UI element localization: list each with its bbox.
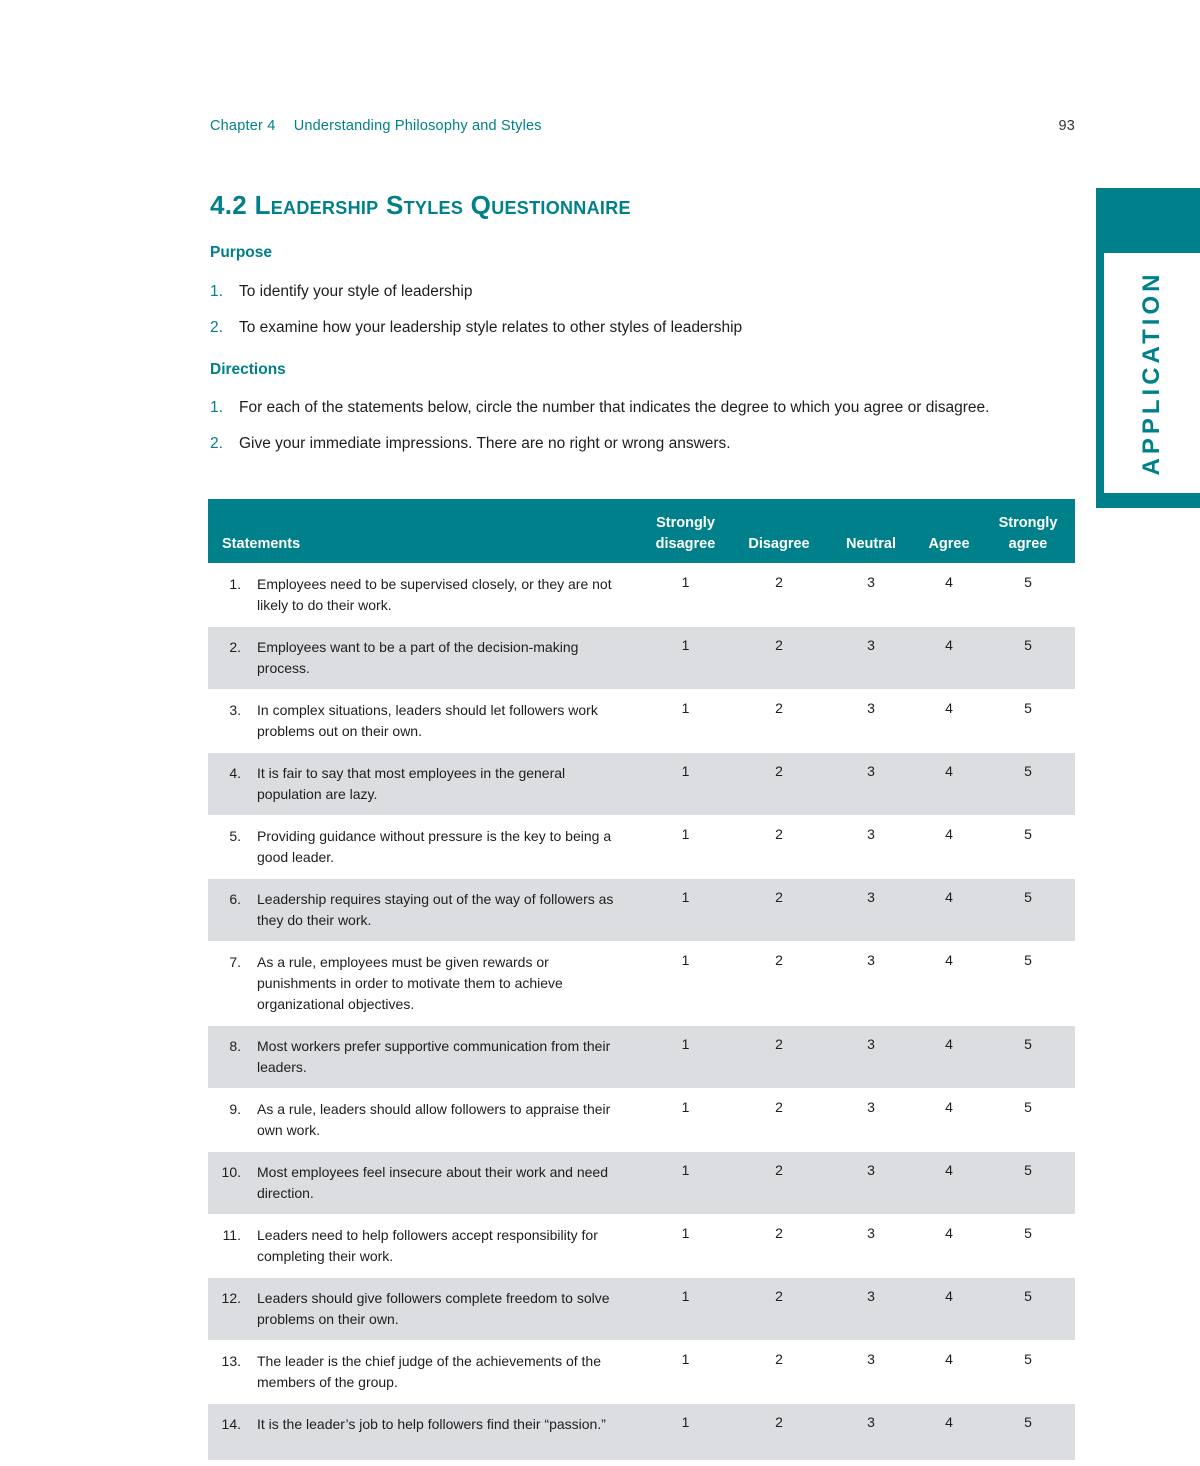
header-statements: Statements	[208, 499, 638, 564]
statement-text: Leadership requires staying out of the way of followers as they do their work.	[257, 891, 614, 928]
statement-number: 9.	[229, 1101, 241, 1117]
scale-option[interactable]: 2	[733, 1089, 825, 1152]
scale-option[interactable]: 4	[917, 879, 981, 942]
scale-option[interactable]: 2	[733, 879, 825, 942]
statement-text: In complex situations, leaders should let followers work problems out on their own.	[257, 702, 598, 739]
header-line: disagree	[655, 536, 716, 552]
statement-number: 12.	[221, 1290, 241, 1306]
list-item	[210, 282, 742, 318]
table-row	[208, 1152, 1075, 1215]
scale-option[interactable]: 3	[825, 879, 917, 942]
statement-number: 7.	[229, 954, 241, 970]
list-number: 1.	[210, 399, 223, 416]
scale-option[interactable]: 4	[917, 1404, 981, 1460]
purpose-list	[210, 282, 742, 354]
table-row	[208, 1026, 1075, 1089]
statement-cell	[208, 816, 638, 879]
statement-number: 5.	[229, 828, 241, 844]
statement-number: 10.	[221, 1164, 241, 1180]
statement-cell	[208, 879, 638, 942]
header-strongly-disagree	[638, 499, 733, 564]
table-row	[208, 942, 1075, 1026]
statement-number: 14.	[221, 1416, 241, 1432]
header-line: Strongly	[656, 515, 715, 531]
table-row	[208, 1278, 1075, 1341]
scale-option[interactable]: 1	[638, 1278, 733, 1341]
scale-option[interactable]: 4	[917, 627, 981, 690]
statement-text: Most workers prefer supportive communication from their leaders.	[257, 1038, 611, 1075]
scale-option[interactable]: 3	[825, 1026, 917, 1089]
list-text: For each of the statements below, circle the number that indicates the degree to which you agree or disagree.	[239, 399, 990, 416]
statement-cell	[208, 942, 638, 1026]
list-text: To identify your style of leadership	[239, 283, 473, 300]
scale-option[interactable]: 1	[638, 1341, 733, 1404]
scale-option[interactable]: 4	[917, 816, 981, 879]
scale-option[interactable]: 4	[917, 1215, 981, 1278]
scale-option[interactable]: 1	[638, 690, 733, 753]
statement-number: 3.	[229, 702, 241, 718]
list-item	[210, 318, 742, 354]
scale-option[interactable]: 1	[638, 1404, 733, 1460]
scale-option[interactable]: 2	[733, 690, 825, 753]
scale-option[interactable]: 5	[981, 816, 1075, 879]
scale-option[interactable]: 4	[917, 1341, 981, 1404]
table-row	[208, 1089, 1075, 1152]
scale-option[interactable]: 1	[638, 753, 733, 816]
scale-option[interactable]: 1	[638, 942, 733, 1026]
scale-option[interactable]: 2	[733, 564, 825, 627]
scale-option[interactable]: 3	[825, 1341, 917, 1404]
scale-option[interactable]: 3	[825, 1089, 917, 1152]
scale-option[interactable]: 2	[733, 942, 825, 1026]
scale-option[interactable]: 4	[917, 690, 981, 753]
scale-option[interactable]: 4	[917, 1026, 981, 1089]
scale-option[interactable]: 2	[733, 1152, 825, 1215]
table-row	[208, 1215, 1075, 1278]
section-title: 4.2 Leadership Styles Questionnaire	[210, 190, 631, 220]
statement-text: Leaders should give followers complete freedom to solve problems on their own.	[257, 1290, 610, 1327]
table-row	[208, 627, 1075, 690]
running-head	[210, 118, 1075, 134]
scale-option[interactable]: 3	[825, 627, 917, 690]
questionnaire-table	[208, 499, 1075, 1460]
statement-number: 4.	[229, 765, 241, 781]
table-row	[208, 1341, 1075, 1404]
scale-option[interactable]: 5	[981, 879, 1075, 942]
statement-cell	[208, 1026, 638, 1089]
list-number: 2.	[210, 319, 223, 336]
list-number: 2.	[210, 435, 223, 452]
scale-option[interactable]: 1	[638, 564, 733, 627]
purpose-heading: Purpose	[210, 244, 273, 261]
scale-option[interactable]: 3	[825, 564, 917, 627]
list-text: Give your immediate impressions. There are no right or wrong answers.	[239, 435, 731, 452]
chapter-number: Chapter 4	[210, 118, 276, 134]
statement-text: As a rule, employees must be given rewards or punishments in order to motivate them to achieve organizational objectives.	[257, 954, 563, 1012]
statement-cell	[208, 1152, 638, 1215]
list-text: To examine how your leadership style relates to other styles of leadership	[239, 319, 743, 336]
header-strongly-agree	[981, 499, 1075, 564]
scale-option[interactable]: 1	[638, 816, 733, 879]
header-neutral: Neutral	[825, 499, 917, 564]
statement-cell	[208, 1278, 638, 1341]
table-row	[208, 816, 1075, 879]
scale-option[interactable]: 1	[638, 1152, 733, 1215]
scale-option[interactable]: 3	[825, 1215, 917, 1278]
statement-text: The leader is the chief judge of the achievements of the members of the group.	[257, 1353, 601, 1390]
scale-option[interactable]: 5	[981, 1278, 1075, 1341]
table-header-row	[208, 499, 1075, 564]
scale-option[interactable]: 5	[981, 1026, 1075, 1089]
statement-text: Employees need to be supervised closely, or they are not likely to do their work.	[257, 576, 612, 613]
statement-number: 1.	[229, 576, 241, 592]
scale-option[interactable]: 3	[825, 1152, 917, 1215]
statement-cell	[208, 1404, 638, 1460]
statement-text: Leaders need to help followers accept responsibility for completing their work.	[257, 1227, 598, 1264]
statement-cell	[208, 753, 638, 816]
list-number: 1.	[210, 283, 223, 300]
scale-option[interactable]: 2	[733, 1215, 825, 1278]
scale-option[interactable]: 3	[825, 690, 917, 753]
scale-option[interactable]: 2	[733, 816, 825, 879]
scale-option[interactable]: 5	[981, 690, 1075, 753]
directions-list	[210, 398, 989, 470]
statement-text: As a rule, leaders should allow followers to appraise their own work.	[257, 1101, 611, 1138]
scale-option[interactable]: 3	[825, 1404, 917, 1460]
statement-text: It is the leader’s job to help followers find their “passion.”	[257, 1416, 606, 1432]
scale-option[interactable]: 2	[733, 753, 825, 816]
scale-option[interactable]: 5	[981, 627, 1075, 690]
side-tab	[1096, 188, 1200, 508]
scale-option[interactable]: 4	[917, 564, 981, 627]
scale-option[interactable]: 4	[917, 1152, 981, 1215]
table-row	[208, 1404, 1075, 1460]
statement-text: Most employees feel insecure about their work and need direction.	[257, 1164, 608, 1201]
table-row	[208, 879, 1075, 942]
statement-cell	[208, 627, 638, 690]
scale-option[interactable]: 4	[917, 942, 981, 1026]
scale-option[interactable]: 1	[638, 627, 733, 690]
scale-option[interactable]: 3	[825, 1278, 917, 1341]
statement-cell	[208, 690, 638, 753]
scale-option[interactable]: 5	[981, 1341, 1075, 1404]
scale-option[interactable]: 5	[981, 942, 1075, 1026]
statement-text: Providing guidance without pressure is the key to being a good leader.	[257, 828, 612, 865]
scale-option[interactable]: 5	[981, 1152, 1075, 1215]
statement-cell	[208, 1341, 638, 1404]
header-line: agree	[1008, 536, 1048, 552]
page-number: 93	[1058, 118, 1075, 134]
table-body	[208, 564, 1075, 1460]
statement-text: Employees want to be a part of the decision-making process.	[257, 639, 579, 676]
scale-option[interactable]: 1	[638, 879, 733, 942]
header-line: Strongly	[998, 515, 1058, 531]
scale-option[interactable]: 2	[733, 1404, 825, 1460]
scale-option[interactable]: 5	[981, 564, 1075, 627]
scale-option[interactable]: 1	[638, 1215, 733, 1278]
scale-option[interactable]: 1	[638, 1089, 733, 1152]
scale-option[interactable]: 2	[733, 1341, 825, 1404]
statement-cell	[208, 1215, 638, 1278]
statement-cell	[208, 1089, 638, 1152]
scale-option[interactable]: 5	[981, 1089, 1075, 1152]
header-agree: Agree	[917, 499, 981, 564]
statement-number: 2.	[229, 639, 241, 655]
statement-cell	[208, 564, 638, 627]
scale-option[interactable]: 1	[638, 1026, 733, 1089]
statement-number: 11.	[222, 1227, 241, 1243]
statement-number: 8.	[229, 1038, 241, 1054]
scale-option[interactable]: 4	[917, 1089, 981, 1152]
table-row	[208, 690, 1075, 753]
list-item	[210, 434, 989, 470]
statement-number: 13.	[221, 1353, 241, 1369]
directions-heading: Directions	[210, 361, 286, 378]
list-item	[210, 398, 989, 434]
scale-option[interactable]: 2	[733, 1278, 825, 1341]
header-disagree: Disagree	[733, 499, 825, 564]
scale-option[interactable]: 5	[981, 1215, 1075, 1278]
scale-option[interactable]: 4	[917, 753, 981, 816]
scale-option[interactable]: 5	[981, 1404, 1075, 1460]
scale-option[interactable]: 2	[733, 1026, 825, 1089]
chapter-title: Understanding Philosophy and Styles	[293, 118, 542, 134]
statement-text: It is fair to say that most employees in the general population are lazy.	[257, 765, 566, 802]
scale-option[interactable]: 3	[825, 942, 917, 1026]
side-tab-inner	[1104, 253, 1200, 493]
table-row	[208, 564, 1075, 627]
statement-number: 6.	[229, 891, 241, 907]
scale-option[interactable]: 3	[825, 816, 917, 879]
scale-option[interactable]: 2	[733, 627, 825, 690]
scale-option[interactable]: 3	[825, 753, 917, 816]
scale-option[interactable]: 5	[981, 753, 1075, 816]
table-row	[208, 753, 1075, 816]
side-tab-label: APPLICATION	[1138, 270, 1165, 476]
scale-option[interactable]: 4	[917, 1278, 981, 1341]
